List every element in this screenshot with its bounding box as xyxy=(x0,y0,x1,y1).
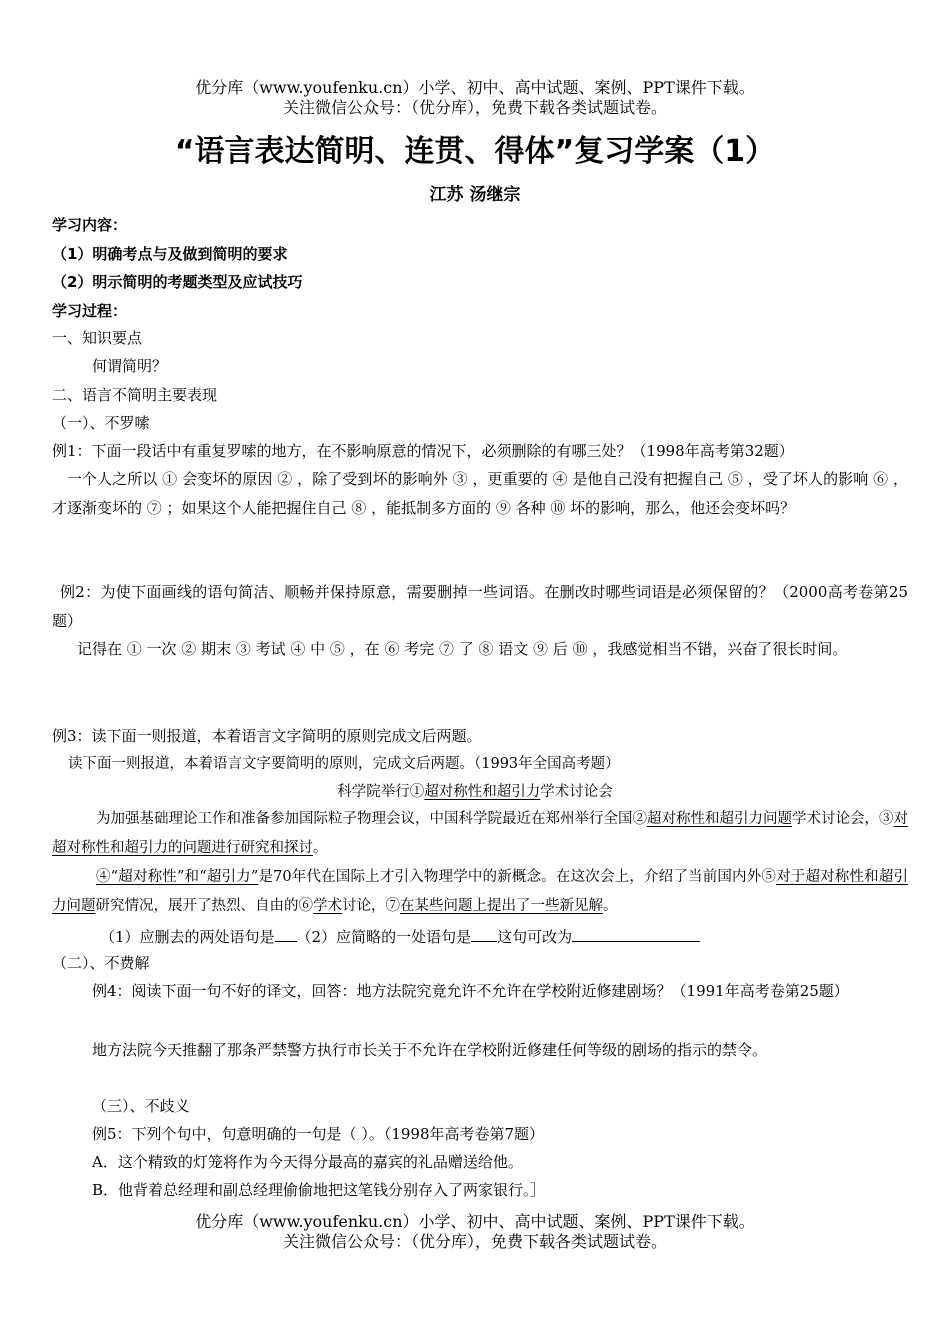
report-paragraph-2 xyxy=(52,863,908,921)
answer-2-label: （2）应简略的一处语句是 xyxy=(296,928,472,946)
example-3-question: 例3：读下面一则报道，本着语言文字简明的原则完成文后两题。 xyxy=(52,727,482,745)
subsection-1-heading: （一）、不罗嗦 xyxy=(52,414,150,432)
example-3-answers xyxy=(100,926,908,947)
report-paragraph-1 xyxy=(52,805,908,863)
section-2-heading: 二、语言不简明主要表现 xyxy=(52,386,218,404)
answer-1-blank[interactable] xyxy=(275,926,297,942)
report-p2-underline-2: 对于超对称性和超引力问题 xyxy=(52,869,909,914)
example-4-question: 例4：阅读下面一句不好的译文，回答：地方法院究竟允许不允许在学校附近修建剧场？（1991年高考卷第25题） xyxy=(92,982,849,1000)
process-label: 学习过程： xyxy=(52,302,128,320)
report-p2-text-d: 。 xyxy=(603,898,618,914)
section-1-question: 何谓简明？ xyxy=(92,357,168,375)
example-1-question: 例1：下面一段话中有重复罗嗦的地方，在不影响原意的情况下，必须删除的有哪三处？（1998年高考第32题） xyxy=(52,442,794,460)
example-5-question: 例5：下列个句中，句意明确的一句是（ ）。（1998年高考卷第7题） xyxy=(92,1125,545,1143)
answer-3-blank[interactable] xyxy=(572,926,700,942)
header-line-1: 优分库（www.youfenku.cn）小学、初中、高中试题、案例、PPT课件下载。 xyxy=(195,78,755,97)
report-p2-underline-4: 在某些问题上提出了一些新见解 xyxy=(400,898,603,914)
header-line-2: 关注微信公众号：（优分库），免费下载各类试题试卷。 xyxy=(282,98,667,117)
answer-1-label: （1）应删去的两处语句是 xyxy=(100,928,275,946)
report-p2-underline-1: ④“超对称性”和“超引力” xyxy=(96,869,259,885)
report-p2-underline-3: 学术 xyxy=(313,898,342,914)
subsection-2-heading: （二）、不费解 xyxy=(52,954,150,972)
author: 江苏 汤继宗 xyxy=(429,185,521,205)
headline-prefix: 科学院举行① xyxy=(337,784,425,800)
headline-underlined: 超对称性和超引力 xyxy=(424,784,541,800)
example-5-option-b: B．他背着总经理和副总经理偷偷地把这笔钱分别存入了两家银行。］ xyxy=(92,1181,546,1199)
content-item-2: （2）明示简明的考题类型及应试技巧 xyxy=(52,273,303,291)
report-p1-text-b: 学术讨论会，③ xyxy=(792,811,894,827)
example-3-instruction: 读下面一则报道，本着语言文字要简明的原则，完成文后两题。（1993年全国高考题） xyxy=(68,756,620,772)
example-1-body: 一个人之所以 ① 会变坏的原因 ② ，除了受到坏的影响外 ③ ，更重要的 ④ 是他自己没有把握自己 ⑤ ，受了坏人的影响 ⑥ ，才逐渐变坏的 ⑦ ；如果这个人能把握住自己 ⑧ ，能抵制多方面的 ⑨ 各种 ⑩ 坏的影响，那么，他还会变坏吗？ xyxy=(52,470,908,517)
footer-line-1: 优分库（www.youfenku.cn）小学、初中、高中试题、案例、PPT课件下载。 xyxy=(195,1212,755,1231)
report-headline xyxy=(0,782,950,802)
report-p1-underline-2: 对超对称性和超引力的问题进行研究和探讨 xyxy=(52,811,908,856)
headline-suffix: 学术讨论会 xyxy=(540,784,613,800)
footer-line-2: 关注微信公众号：（优分库），免费下载各类试题试卷。 xyxy=(282,1232,667,1251)
page-title: “语言表达简明、连贯、得体”复习学案（1） xyxy=(174,134,776,169)
example-2-question: 例2：为使下面画线的语句简洁、顺畅并保持原意，需要删掉一些词语。在删改时哪些词语是必须保留的？（2000高考卷第25题） xyxy=(52,583,908,630)
subsection-3-heading: （三）、不歧义 xyxy=(92,1097,190,1115)
example-4-body: 地方法院今天推翻了那条严禁警方执行市长关于不允许在学校附近修建任何等级的剧场的指示的禁令。 xyxy=(92,1041,768,1059)
report-p1-text-c: 。 xyxy=(313,840,328,856)
answer-2-blank[interactable] xyxy=(471,926,497,942)
content-item-1: （1）明确考点与及做到简明的要求 xyxy=(52,245,288,263)
report-p2-text-b: 研究情况，展开了热烈、自由的⑥ xyxy=(95,898,313,914)
example-2-body: 记得在 ① 一次 ② 期末 ③ 考试 ④ 中 ⑤ ，在 ⑥ 考完 ⑦ 了 ⑧ 语文 ⑨ 后 ⑩ ，我感觉相当不错，兴奋了很长时间。 xyxy=(77,640,848,658)
report-p1-underline-1: 超对称性和超引力问题 xyxy=(647,811,792,827)
report-p2-text-c: 讨论，⑦ xyxy=(342,898,400,914)
content-label: 学习内容： xyxy=(52,216,128,234)
answer-3-label: 这句可改为 xyxy=(497,928,573,946)
report-p2-text-a: 是70年代在国际上才引入物理学中的新概念。在这次会上，介绍了当前国内外⑤ xyxy=(258,869,777,885)
example-5-option-a: A．这个精致的灯笼将作为今天得分最高的嘉宾的礼品赠送给他。 xyxy=(92,1153,523,1171)
section-1-heading: 一、知识要点 xyxy=(52,329,143,347)
report-p1-text-a: 为加强基础理论工作和准备参加国际粒子物理会议，中国科学院最近在郑州举行全国② xyxy=(96,811,647,827)
